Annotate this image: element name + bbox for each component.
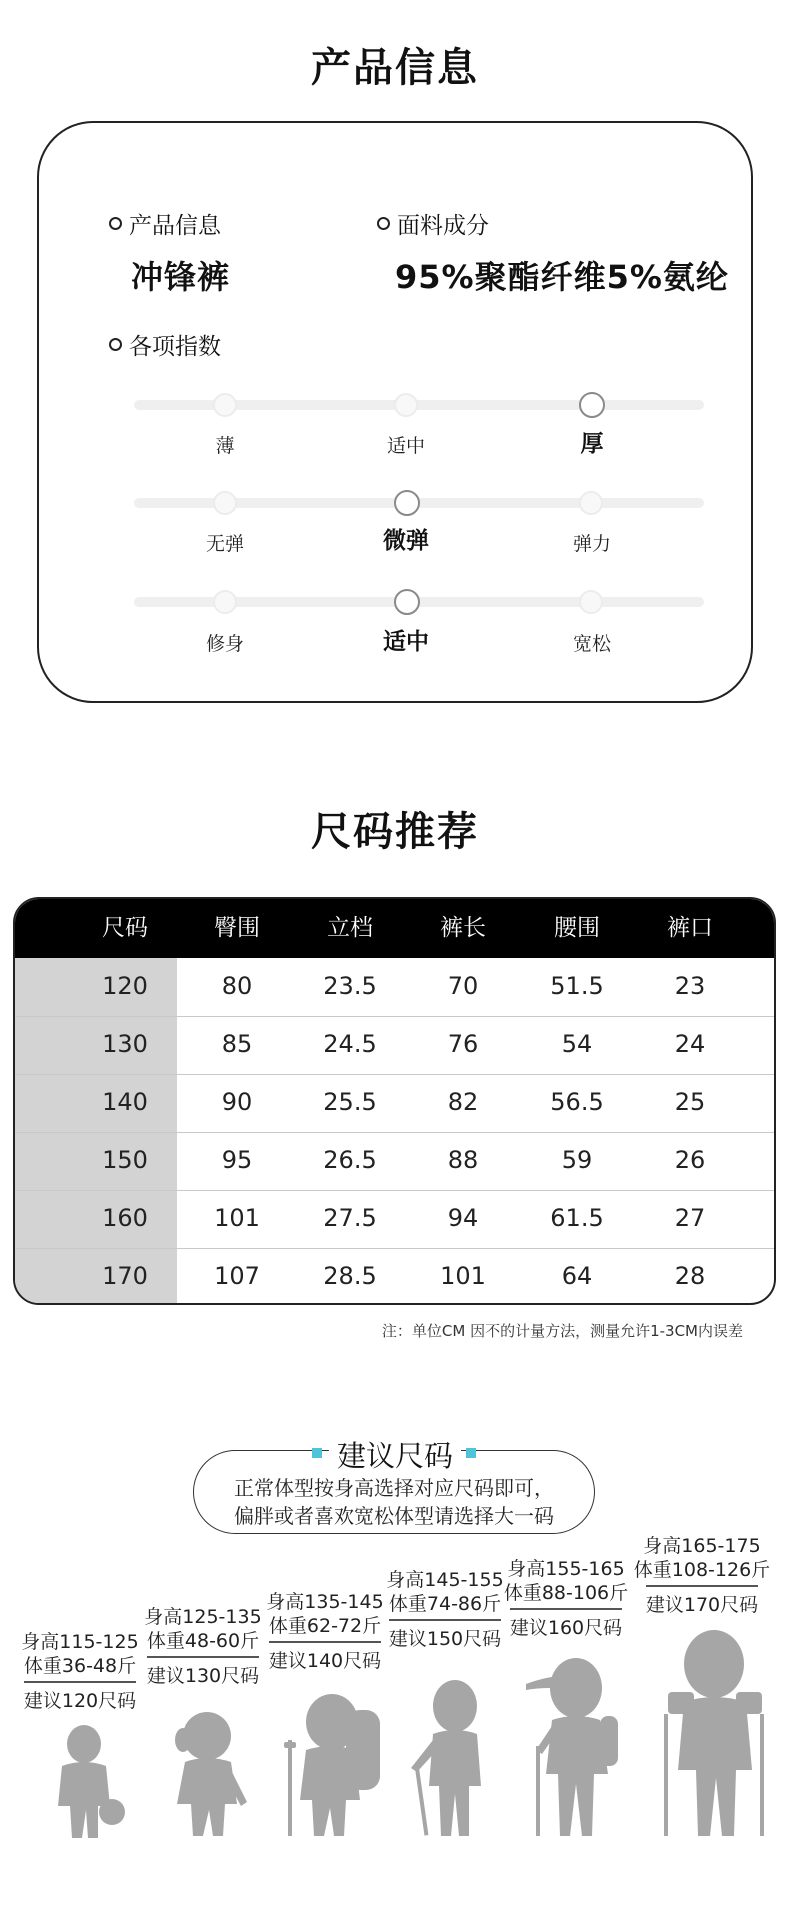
cell-hip: 90 <box>221 1088 253 1116</box>
header-size: 尺码 <box>102 915 148 941</box>
kid-size: 建议170尺码 <box>645 1594 759 1616</box>
elasticity-knob-slight <box>394 490 420 516</box>
fabric-label <box>377 207 489 240</box>
kid-label-150 <box>385 1568 505 1651</box>
kid-divider <box>646 1585 758 1587</box>
cell-waist: 51.5 <box>550 972 604 1000</box>
kid-label-120 <box>20 1630 140 1713</box>
accent-square-icon <box>312 1448 322 1458</box>
kid-size: 建议150尺码 <box>388 1628 502 1650</box>
kid-divider <box>510 1608 622 1610</box>
size-section-title: 尺码推荐 <box>311 809 479 855</box>
recommendation-title-wrap <box>0 1434 790 1475</box>
size-table <box>13 897 776 1305</box>
table-row-divider <box>15 1190 774 1191</box>
fit-option-loose: 宽松 <box>572 633 611 655</box>
fit-option-regular: 适中 <box>383 629 429 655</box>
elasticity-option-stretch: 弹力 <box>572 533 611 555</box>
cell-length: 101 <box>440 1262 486 1290</box>
thickness-knob-medium <box>394 393 418 417</box>
cell-waist: 61.5 <box>550 1204 604 1232</box>
elasticity-option-slight: 微弹 <box>383 528 429 554</box>
kid-divider <box>269 1641 381 1643</box>
bullet-ring-icon <box>377 217 390 230</box>
cell-hem: 26 <box>674 1146 706 1174</box>
cell-hem: 24 <box>674 1030 706 1058</box>
fit-knob-loose <box>579 590 603 614</box>
product-value: 冲锋裤 <box>131 258 231 296</box>
kid-silhouette-140-icon <box>280 1690 390 1842</box>
kid-weight: 体重48-60斤 <box>146 1630 260 1652</box>
kid-silhouette-120-icon <box>48 1722 128 1842</box>
header-hem: 裤口 <box>667 915 713 941</box>
header-waist: 腰围 <box>554 915 600 941</box>
kid-divider <box>147 1656 259 1658</box>
product-section-title: 产品信息 <box>311 45 479 91</box>
header-hip: 臀围 <box>214 915 260 941</box>
kid-label-140 <box>265 1590 385 1673</box>
cell-hip: 107 <box>214 1262 260 1290</box>
accent-square-icon <box>466 1448 476 1458</box>
index-label <box>109 328 221 361</box>
kid-size: 建议130尺码 <box>146 1665 260 1687</box>
bullet-ring-icon <box>109 338 122 351</box>
kid-weight: 体重62-72斤 <box>268 1615 382 1637</box>
bullet-ring-icon <box>109 217 122 230</box>
cell-size: 170 <box>102 1262 148 1290</box>
kid-divider <box>389 1619 501 1621</box>
table-row-divider <box>15 1016 774 1017</box>
kid-silhouette-130-icon <box>163 1710 253 1842</box>
fit-knob-regular <box>394 589 420 615</box>
kid-label-170 <box>633 1534 771 1617</box>
fabric-label-text: 面料成分 <box>397 213 489 239</box>
kid-silhouette-170-icon <box>654 1622 774 1842</box>
recommendation-line-2: 偏胖或者喜欢宽松体型请选择大一码 <box>234 1504 554 1528</box>
kid-height: 身高155-165 <box>507 1558 625 1580</box>
cell-waist: 64 <box>561 1262 593 1290</box>
size-column-background <box>15 958 177 1303</box>
cell-rise: 26.5 <box>323 1146 377 1174</box>
elasticity-knob-stretch <box>579 491 603 515</box>
cell-length: 70 <box>447 972 479 1000</box>
index-label-text: 各项指数 <box>129 334 221 360</box>
product-label <box>109 207 221 240</box>
header-length: 裤长 <box>440 915 486 941</box>
elasticity-option-none: 无弹 <box>205 533 244 555</box>
product-info-card <box>37 121 753 703</box>
kid-weight: 体重108-126斤 <box>633 1559 771 1581</box>
recommendation-line-1: 正常体型按身高选择对应尺码即可， <box>234 1476 554 1500</box>
cell-waist: 59 <box>561 1146 593 1174</box>
table-row-divider <box>15 1132 774 1133</box>
fit-option-slim: 修身 <box>205 633 244 655</box>
cell-size: 140 <box>102 1088 148 1116</box>
kid-height: 身高135-145 <box>266 1591 384 1613</box>
kid-height: 身高125-135 <box>144 1606 262 1628</box>
cell-hip: 95 <box>221 1146 253 1174</box>
cell-size: 120 <box>102 972 148 1000</box>
kid-height: 身高115-125 <box>21 1631 139 1653</box>
kid-size: 建议120尺码 <box>23 1690 137 1712</box>
kid-divider <box>24 1681 136 1683</box>
table-row-divider <box>15 1248 774 1249</box>
cell-hip: 80 <box>221 972 253 1000</box>
cell-length: 82 <box>447 1088 479 1116</box>
cell-rise: 23.5 <box>323 972 377 1000</box>
kid-weight: 体重74-86斤 <box>388 1593 502 1615</box>
kid-weight: 体重88-106斤 <box>503 1582 629 1604</box>
cell-hip: 85 <box>221 1030 253 1058</box>
cell-waist: 56.5 <box>550 1088 604 1116</box>
cell-rise: 27.5 <box>323 1204 377 1232</box>
elasticity-knob-none <box>213 491 237 515</box>
cell-hem: 23 <box>674 972 706 1000</box>
cell-rise: 25.5 <box>323 1088 377 1116</box>
thickness-knob-thick <box>579 392 605 418</box>
kid-height: 身高165-175 <box>643 1535 761 1557</box>
measurement-note: 注：单位CM 因不的计量方法，测量允许1-3CM内误差 <box>381 1322 743 1340</box>
cell-rise: 24.5 <box>323 1030 377 1058</box>
cell-length: 88 <box>447 1146 479 1174</box>
cell-length: 76 <box>447 1030 479 1058</box>
size-table-header <box>15 899 774 958</box>
cell-hem: 28 <box>674 1262 706 1290</box>
cell-size: 150 <box>102 1146 148 1174</box>
thickness-option-medium: 适中 <box>386 435 425 457</box>
thickness-knob-thin <box>213 393 237 417</box>
cell-size: 130 <box>102 1030 148 1058</box>
cell-hip: 101 <box>214 1204 260 1232</box>
kid-size: 建议140尺码 <box>268 1650 382 1672</box>
kid-label-130 <box>143 1605 263 1688</box>
header-rise: 立档 <box>327 915 373 941</box>
table-row-divider <box>15 1074 774 1075</box>
thickness-option-thin: 薄 <box>215 435 235 457</box>
kid-label-160 <box>502 1557 630 1640</box>
cell-hem: 27 <box>674 1204 706 1232</box>
recommendation-title: 建议尺码 <box>329 1434 461 1475</box>
fit-knob-slim <box>213 590 237 614</box>
kid-size: 建议160尺码 <box>509 1617 623 1639</box>
kid-height: 身高145-155 <box>386 1569 504 1591</box>
cell-hem: 25 <box>674 1088 706 1116</box>
cell-waist: 54 <box>561 1030 593 1058</box>
fabric-value: 95%聚酯纤维5%氨纶 <box>395 258 729 296</box>
cell-size: 160 <box>102 1204 148 1232</box>
cell-length: 94 <box>447 1204 479 1232</box>
cell-rise: 28.5 <box>323 1262 377 1290</box>
thickness-option-thick: 厚 <box>580 431 604 457</box>
kid-weight: 体重36-48斤 <box>23 1655 137 1677</box>
product-label-text: 产品信息 <box>129 213 221 239</box>
kid-silhouette-160-icon <box>518 1650 628 1842</box>
kid-silhouette-150-icon <box>403 1676 503 1842</box>
